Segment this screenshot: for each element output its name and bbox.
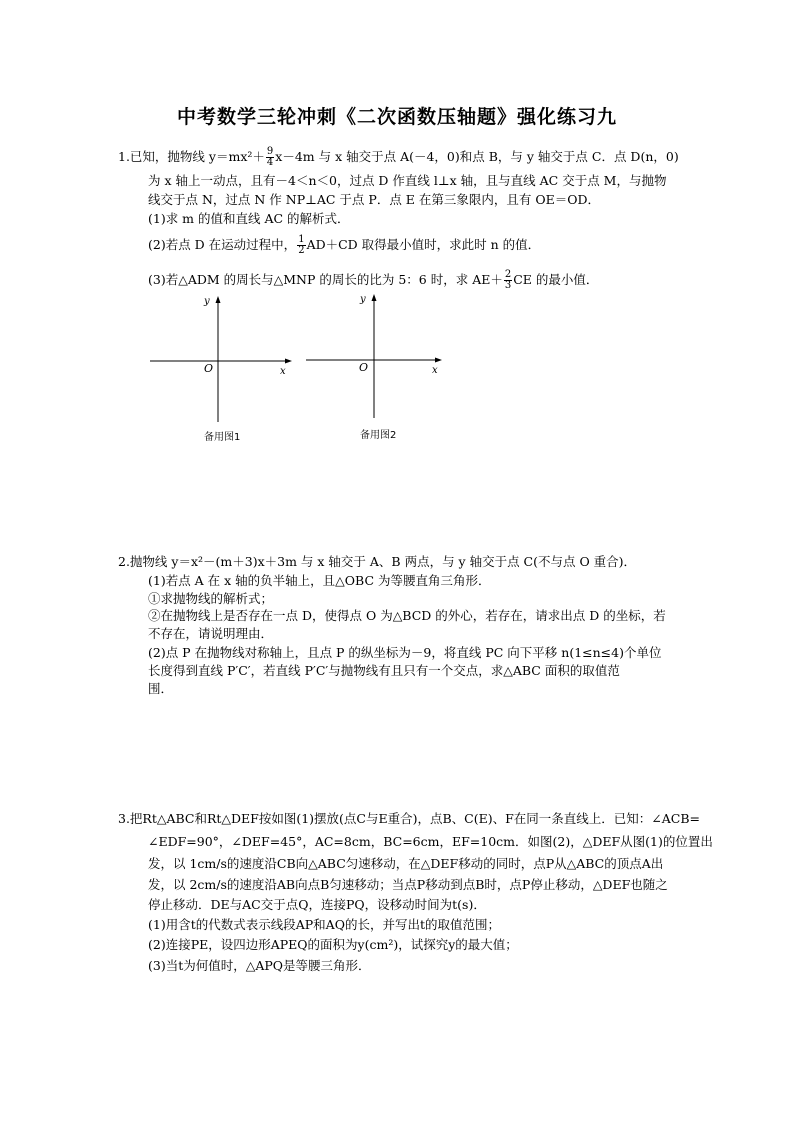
q1-part-3: (3)若△ADM 的周长与△MNP 的周长的比为 5：6 时，求 AE＋ $\frac{2}{3}$ CE 的最小值． bbox=[148, 269, 599, 291]
q2-line-6: (2)点 P 在抛物线对称轴上，且点 P 的纵坐标为－9，将直线 PC 向下平移 n(1≤n≤4)个单位 bbox=[148, 645, 662, 660]
q3-line-4: 发，以 2cm/s的速度沿AB向点B匀速移动；当点P移动到点B时，点P停止移动，△DEF也随之 bbox=[148, 877, 668, 892]
origin-label: O bbox=[359, 361, 369, 374]
figure-2-caption: 备用图2 bbox=[360, 430, 397, 441]
x-axis-arrow bbox=[285, 359, 292, 364]
q2-line-1: 2.抛物线 y＝x²－(m＋3)x＋3m 与 x 轴交于 A、B 两点，与 y 轴交于点 C(不与点 O 重合)． bbox=[118, 554, 637, 569]
backup-figure-2 bbox=[298, 290, 458, 430]
y-axis-arrow bbox=[216, 296, 221, 303]
fraction-1-2: $\frac{1}{2}$ bbox=[298, 234, 305, 256]
q1-part-2: (2)若点 D 在运动过程中， $\frac{1}{2}$ AD＋CD 取得最小值时，求此时 n 的值． bbox=[148, 234, 541, 256]
q1-line-1: 1.已知，抛物线 y＝mx²＋ $\frac{9}{4}$ x－4m 与 x 轴交于点 A(－4，0)和点 B，与 y 轴交于点 C．点 D(n，0) bbox=[118, 146, 679, 168]
x-axis-arrow bbox=[435, 358, 442, 363]
q2-line-5: 不存在，请说明理由． bbox=[148, 626, 274, 641]
q2-line-4: ②在抛物线上是否存在一点 D，使得点 O 为△BCD 的外心，若存在，请求出点 D 的坐标，若 bbox=[148, 608, 666, 623]
y-axis-label: y bbox=[360, 294, 366, 305]
q2-line-8: 围． bbox=[148, 681, 174, 696]
origin-label: O bbox=[204, 362, 214, 375]
q3-line-8: (3)当t为何值时，△APQ是等腰三角形． bbox=[148, 958, 371, 973]
q2-line-7: 长度得到直线 P′C′，若直线 P′C′与抛物线有且只有一个交点，求△ABC 面积的取值范 bbox=[148, 663, 620, 678]
q3-line-3: 发，以 1cm/s的速度沿CB向△ABC匀速移动，在△DEF移动的同时，点P从△ABC的顶点A出 bbox=[148, 856, 664, 871]
y-axis-label: y bbox=[204, 296, 210, 307]
q2-line-3: ①求抛物线的解析式； bbox=[148, 591, 274, 606]
q3-line-5: 停止移动．DE与AC交于点Q，连接PQ，设移动时间为t(s)． bbox=[148, 897, 486, 912]
q3-line-6: (1)用含t的代数式表示线段AP和AQ的长，并写出t的取值范围； bbox=[148, 917, 500, 932]
q1-line-3: 线交于点 N，过点 N 作 NP⊥AC 于点 P．点 E 在第三象限内，且有 OE＝OD． bbox=[148, 192, 601, 207]
q2-line-2: (1)若点 A 在 x 轴的负半轴上，且△OBC 为等腰直角三角形． bbox=[148, 573, 491, 588]
figure-1-caption: 备用图1 bbox=[204, 432, 241, 443]
q1-line-2: 为 x 轴上一动点，且有－4＜n＜0，过点 D 作直线 l⊥x 轴，且与直线 AC 交于点 M，与抛物 bbox=[148, 173, 667, 188]
q3-line-7: (2)连接PE，设四边形APEQ的面积为y(cm²)，试探究y的最大值； bbox=[148, 937, 518, 952]
q3-line-1: 3.把Rt△ABC和Rt△DEF按如图(1)摆放(点C与E重合)，点B、C(E)、F在同一条直线上．已知：∠ACB= bbox=[118, 811, 701, 826]
fraction-2-3: $\frac{2}{3}$ bbox=[504, 269, 512, 291]
fraction-9-4: $\frac{9}{4}$ bbox=[266, 146, 274, 168]
x-axis-label: x bbox=[432, 365, 438, 376]
page-title: 中考数学三轮冲刺《二次函数压轴题》强化练习九 bbox=[176, 106, 617, 128]
q3-line-2: ∠EDF=90°，∠DEF=45°，AC=8cm，BC=6cm，EF=10cm．如图(2)，△DEF从图(1)的位置出 bbox=[148, 834, 713, 849]
q1-part-1: (1)求 m 的值和直线 AC 的解析式． bbox=[148, 211, 350, 226]
x-axis-label: x bbox=[280, 366, 286, 377]
y-axis-arrow bbox=[372, 294, 377, 301]
